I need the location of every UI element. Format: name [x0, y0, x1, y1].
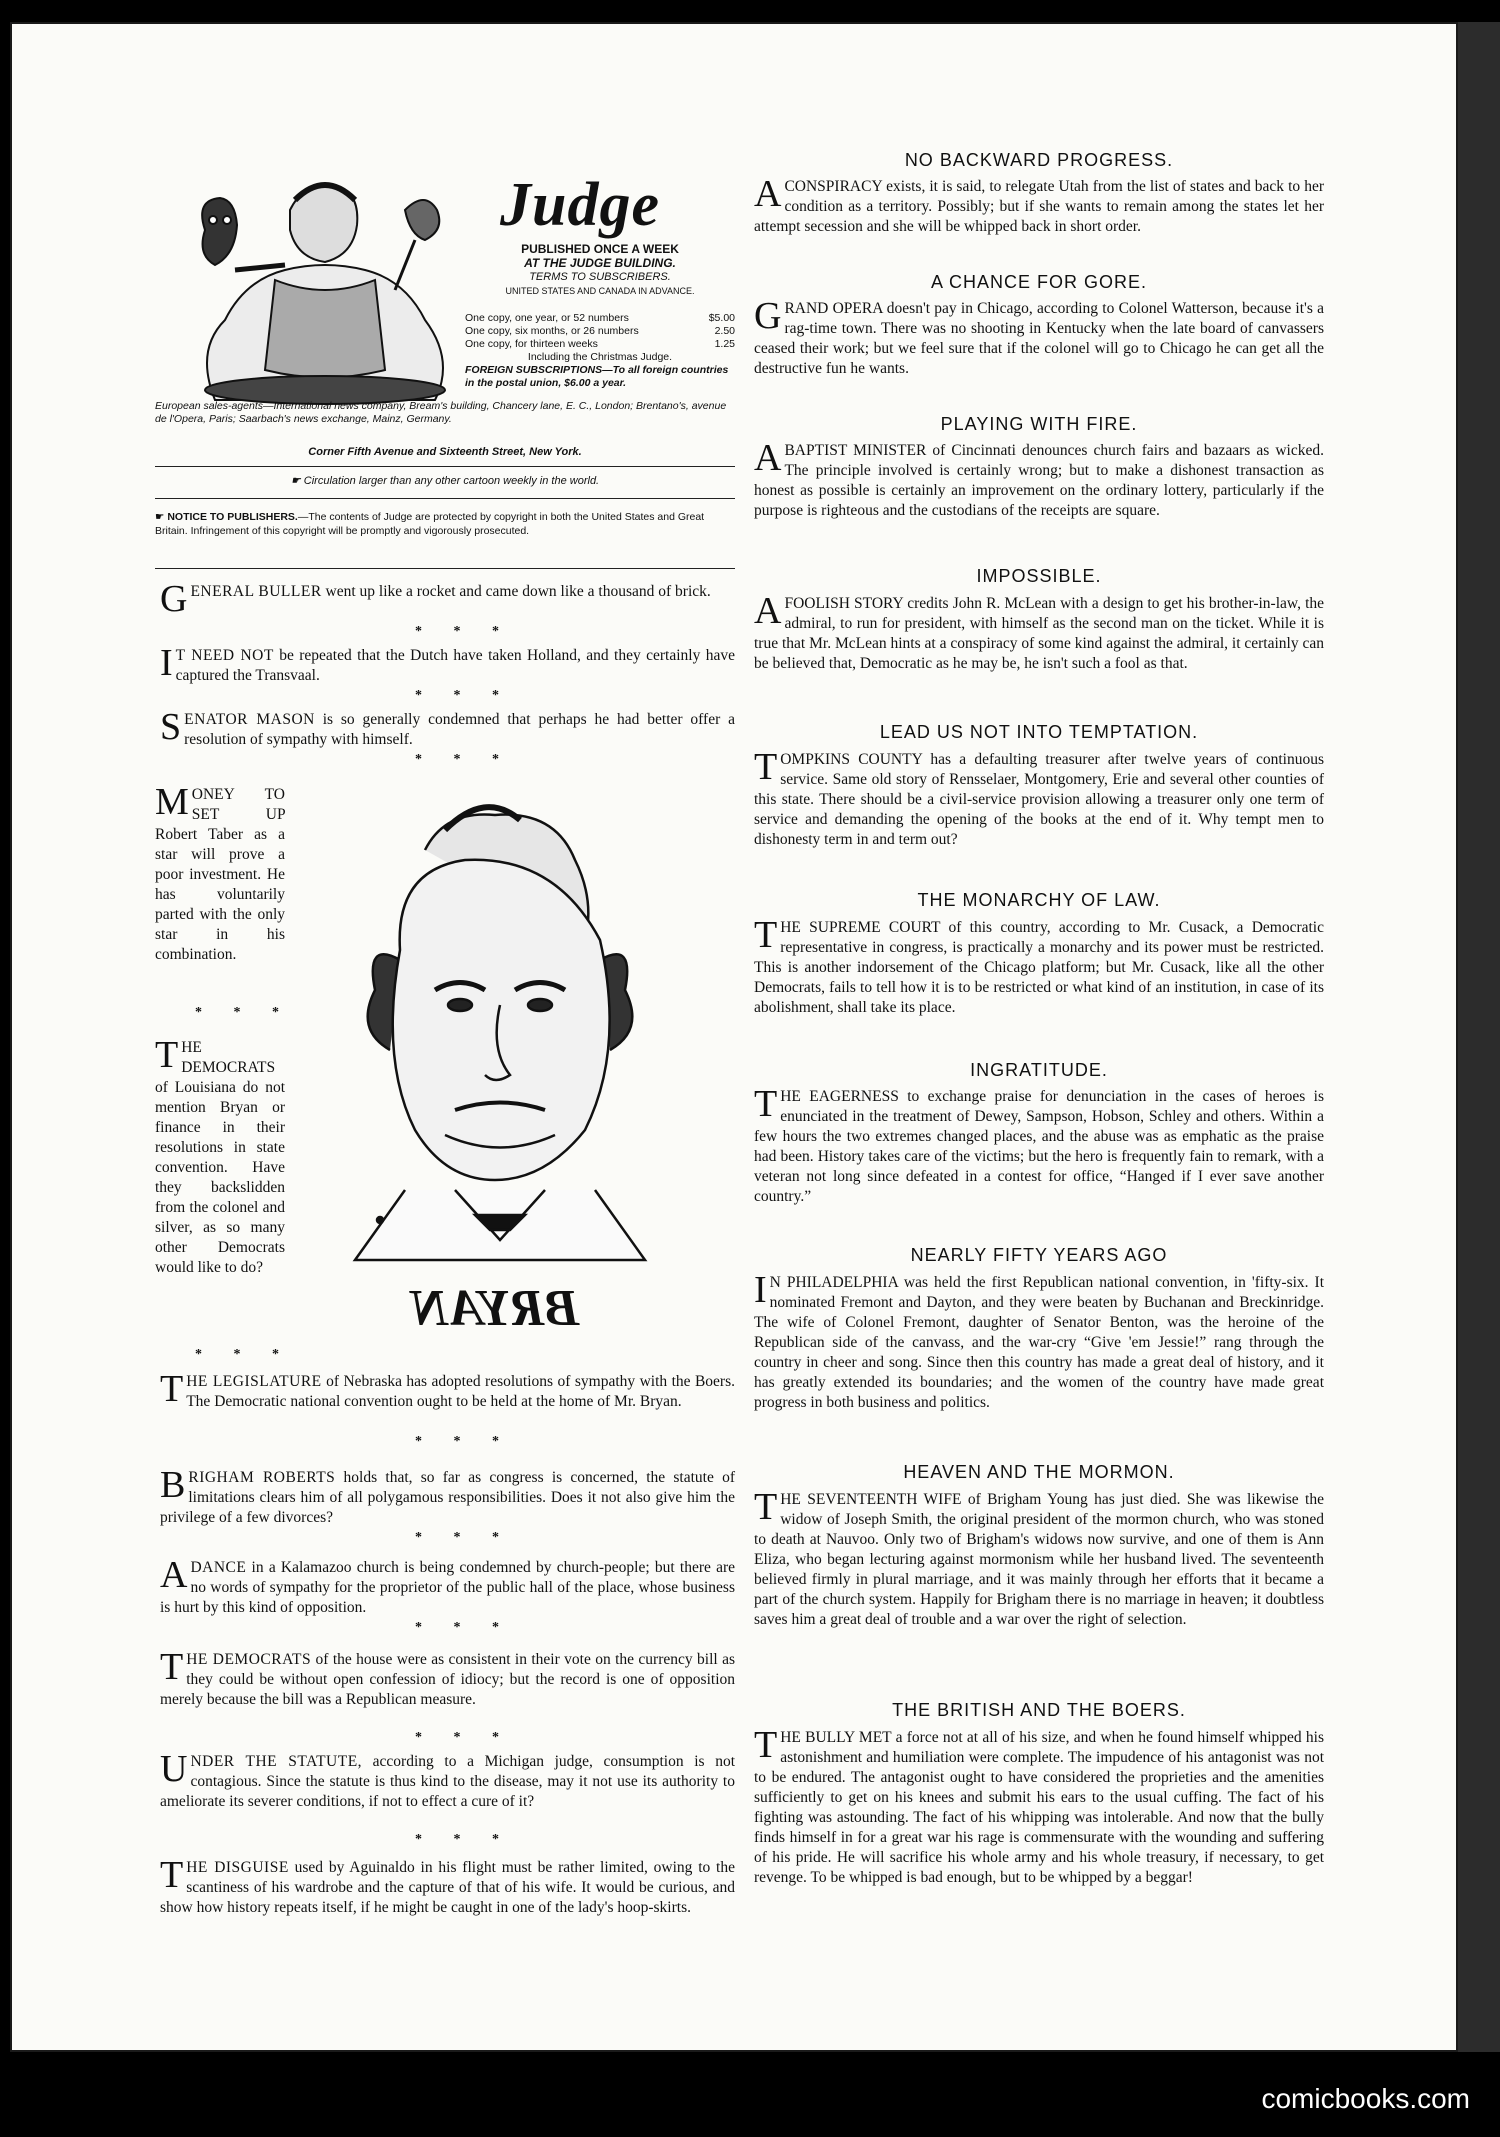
article-british-and-boers: THE BULLY MET a force not at all of his size, and when he found himself whipped his astonishment and humiliation were complete. The impudence of his antagonist was not to be endured. The antagonist ought to have considered the proprieties and the amenities sufficiently to get on his knees and submit his ears to the usual cuffing. The fact of his fighting was astounding. The fact of his whipping was intolerable. And now that the bully finds himself in for a great war his rage is commensurate with the wounding and suffering of his pride. He will sacrifice his whole army and his whole treasury, if necessary, to get revenge. To be whipped is bad enough, but to be whipped by a beggar!: [754, 1724, 1324, 1886]
article-playing-with-fire: A BAPTIST MINISTER of Cincinnati denounces church fairs and bazaars as wicked. The principle involved is certainly wrong; but to make a dishonest transaction as honest as possible is certainly an improvement on the ordinary lottery, particularly if the purpose is righteous and the custodians of the receipts are square.: [754, 437, 1324, 519]
separator-stars: * * *: [415, 1530, 513, 1545]
heading-ingratitude: INGRATITUDE.: [970, 1060, 1108, 1080]
heading-monarchy-of-law: THE MONARCHY OF LAW.: [917, 890, 1161, 910]
article-temptation: TOMPKINS COUNTY has a defaulting treasurer after twelve years of continuous service. Same old story of Rensselaer, Montgomery, Erie and several other counties of this state. There should be a civil-service provision allowing a treasurer only one term of service and demanding the opening of the books at the end of it. Why tempt men to dishonesty term in and term out?: [754, 746, 1324, 848]
heading-chance-for-gore: A CHANCE FOR GORE.: [930, 272, 1148, 292]
bryan-caricature-illustration: [295, 790, 695, 1350]
heading-temptation: LEAD US NOT INTO TEMPTATION.: [879, 722, 1199, 742]
heading-fifty-years-ago: NEARLY FIFTY YEARS AGO: [910, 1245, 1168, 1265]
heading-british-and-boers: THE BRITISH AND THE BOERS.: [892, 1700, 1186, 1720]
paragraph-aguinaldo: THE DISGUISE used by Aguinaldo in his flight must be rather limited, owing to the scantiness of his wardrobe and the capture of that of his wife. It would be curious, and show how history repeats itself, if he might be caught in one of the lady's hoop-skirts.: [160, 1854, 735, 1916]
article-fifty-years-ago: I N PHILADELPHIA was held the first Republican national convention, in 'fifty-six. It nominated Fremont and Dayton, and they were beaten by Buchanan and Breckinridge. The wife of Colonel Fremont, daughter of Senator Benton, was the heroine of the Republican side of the canvass, and the war-cry “Give 'em Jessie!” rang through the country in cheer and song. Since then this country has made a great deal of history, and it has greatly extended its boundaries; and the women of the country have made great progress in both business and politics.: [754, 1269, 1324, 1411]
paragraph-kalamazoo: A DANCE in a Kalamazoo church is being condemned by church-people; but there are no words of sympathy for the proprietor of the public hall of the place, whose business is hurt by this kind of opposition.: [160, 1554, 735, 1616]
separator-stars: * * *: [415, 1620, 513, 1635]
masthead: [155, 150, 735, 570]
paragraph-statute: UNDER THE STATUTE, according to a Michigan judge, consumption is not contagious. Since the statute is thus kind to the disease, may it not use its authority to ameliorate its severer conditions, if not to effect a cure of it?: [160, 1748, 736, 1810]
paragraph-holland: I T NEED NOT be repeated that the Dutch have taken Holland, and they certainly have captured the Transvaal.: [160, 642, 735, 684]
paragraph-buller: GENERAL BULLER went up like a rocket and came down like a thousand of brick.: [160, 578, 711, 620]
circulation-line: ☛ Circulation larger than any other cartoon weekly in the world.: [290, 475, 600, 487]
separator-stars: * * *: [415, 624, 513, 639]
separator-stars: * * *: [195, 1347, 293, 1362]
article-heaven-and-mormon: THE SEVENTEENTH WIFE of Brigham Young has just died. She was likewise the widow of Joseph Smith, the original president of the mormon church, who was stoned to death at Nauvoo. Only two of Brigham's widows now survive, and one of them is Ann Eliza, who began lecturing against mormonism while her husband lived. The seventeenth believed firmly in plural marriage, and it was mainly through her efforts that it became a part of the church system. Happily for Brigham there is no marriage in heaven; it doubtless saves him a great deal of trouble and a war over the right of selection.: [754, 1486, 1324, 1628]
heading-backward-progress: NO BACKWARD PROGRESS.: [904, 150, 1174, 170]
heading-playing-with-fire: PLAYING WITH FIRE.: [940, 414, 1138, 434]
judge-seated-figure-illustration: [175, 170, 467, 414]
address-line: Corner Fifth Avenue and Sixteenth Street, New York.: [308, 446, 582, 458]
copyright-notice: ☛ NOTICE TO PUBLISHERS.—The contents of Judge are protected by copyright in both the United States and Great Britain. Infringement of this copyright will be promptly and vigorously prosecuted.: [155, 511, 705, 537]
sales-agents: European sales-agents—International news company, Bream's building, Chancery lane, E. C., London; Brentano's, avenue de l'Opera, Paris; Saarbach's news exchange, Mainz, Germany.: [155, 400, 727, 425]
separator-stars: * * *: [415, 752, 513, 767]
subscription-rates: [465, 312, 735, 390]
divider: [155, 498, 735, 499]
separator-stars: * * *: [415, 688, 513, 703]
divider: [155, 466, 735, 467]
region-line: UNITED STATES AND CANADA IN ADVANCE.: [505, 286, 695, 296]
paragraph-taber: MONEY TO SET UP Robert Taber as a star will prove a poor investment. He has voluntarily parted with the only star in his combination.: [155, 781, 285, 963]
rate-row: One copy, for thirteen weeks 1.25: [465, 338, 735, 350]
site-watermark: comicbooks.com: [1261, 2083, 1470, 2114]
rate-row: One copy, six months, or 26 numbers 2.50: [465, 325, 735, 337]
article-ingratitude: THE EAGERNESS to exchange praise for denunciation in the cases of heroes is enunciated in the treatment of Dewey, Sampson, Hobson, Schley and others. Within a few hours the two extremes changed places, and the abuse was as emphatic as the praise had been. History takes care of the victims; but the hero is frequently fain to remark, with a veteran not long since defeated in a contest for office, “Hanged if I ever save another country.”: [754, 1083, 1324, 1205]
paragraph-roberts: BRIGHAM ROBERTS holds that, so far as congress is concerned, the statute of limitations clears him of all polygamous responsibilities. Does it not also give him the privilege of a few divorces?: [160, 1464, 736, 1526]
published-line: PUBLISHED ONCE A WEEK: [521, 242, 679, 256]
article-chance-for-gore: GRAND OPERA doesn't pay in Chicago, according to Colonel Watterson, because it's a rag-time town. There was no shooting in Kentucky when the late board of canvassers ceased their work; but we feel sure that if the colonel will go to Chicago he can get all the destructive fun he wants.: [754, 295, 1324, 377]
terms-line: TERMS TO SUBSCRIBERS.: [529, 271, 671, 283]
rate-row: One copy, one year, or 52 numbers $5.00: [465, 312, 735, 324]
bryan-caption: BRYAN: [410, 1280, 580, 1337]
heading-heaven-and-mormon: HEAVEN AND THE MORMON.: [903, 1462, 1175, 1482]
separator-stars: * * *: [195, 1005, 293, 1020]
paragraph-currency-bill: THE DEMOCRATS of the house were as consistent in their vote on the currency bill as they could be without open confession of idiocy; but the record is one of opposition merely because the bill was a Republican measure.: [160, 1646, 735, 1708]
building-line: AT THE JUDGE BUILDING.: [524, 256, 676, 270]
judge-logo: Judge: [500, 171, 660, 239]
heading-impossible: IMPOSSIBLE.: [976, 566, 1102, 586]
separator-stars: * * *: [415, 1730, 513, 1745]
publication-info: [465, 242, 735, 298]
divider: [155, 568, 735, 569]
article-impossible: A FOOLISH STORY credits John R. McLean with a design to get his brother-in-law, the admiral, to run for president, with himself as the second man on the ticket. While it is true that Mr. McLean hints at a conspiracy of some kind against the admiral, it certainly can be believed that, Democratic as he may be, he isn't such a fool as that.: [754, 590, 1325, 672]
paragraph-louisiana: THE DEMOCRATS of Louisiana do not mention Bryan or finance in their resolutions in state convention. Have they backslidden from the colonel and silver, as so many other Democrats would like to do?: [155, 1034, 285, 1276]
separator-stars: * * *: [415, 1434, 513, 1449]
paragraph-mason: SENATOR MASON is so generally condemned that perhaps he had better offer a resolution of sympathy with himself.: [160, 706, 735, 748]
binding-edge: [1458, 22, 1500, 2052]
article-backward-progress: A CONSPIRACY exists, it is said, to relegate Utah from the list of states and back to her condition as a territory. Possibly; but if she wants to remain among the states let her attempt secession and she will be whipped back in short order.: [754, 173, 1324, 235]
article-monarchy-of-law: THE SUPREME COURT of this country, according to Mr. Cusack, a Democratic representative in congress, is practically a monarchy and its power must be restricted. This is another indorsement of the Chicago platform; but Mr. Cusack, like all the other Democrats, fails to tell how it is to be restricted or what kind of an institution, in case of its abolishment, shall take its place.: [754, 914, 1324, 1016]
paragraph-nebraska: THE LEGISLATURE of Nebraska has adopted resolutions of sympathy with the Boers. The Democratic national convention ought to be held at the home of Mr. Bryan.: [160, 1368, 735, 1410]
separator-stars: * * *: [415, 1832, 513, 1847]
including-line: Including the Christmas Judge.: [527, 351, 673, 363]
foreign-subscriptions: FOREIGN SUBSCRIPTIONS—To all foreign countries in the postal union, $6.00 a year.: [465, 364, 729, 389]
